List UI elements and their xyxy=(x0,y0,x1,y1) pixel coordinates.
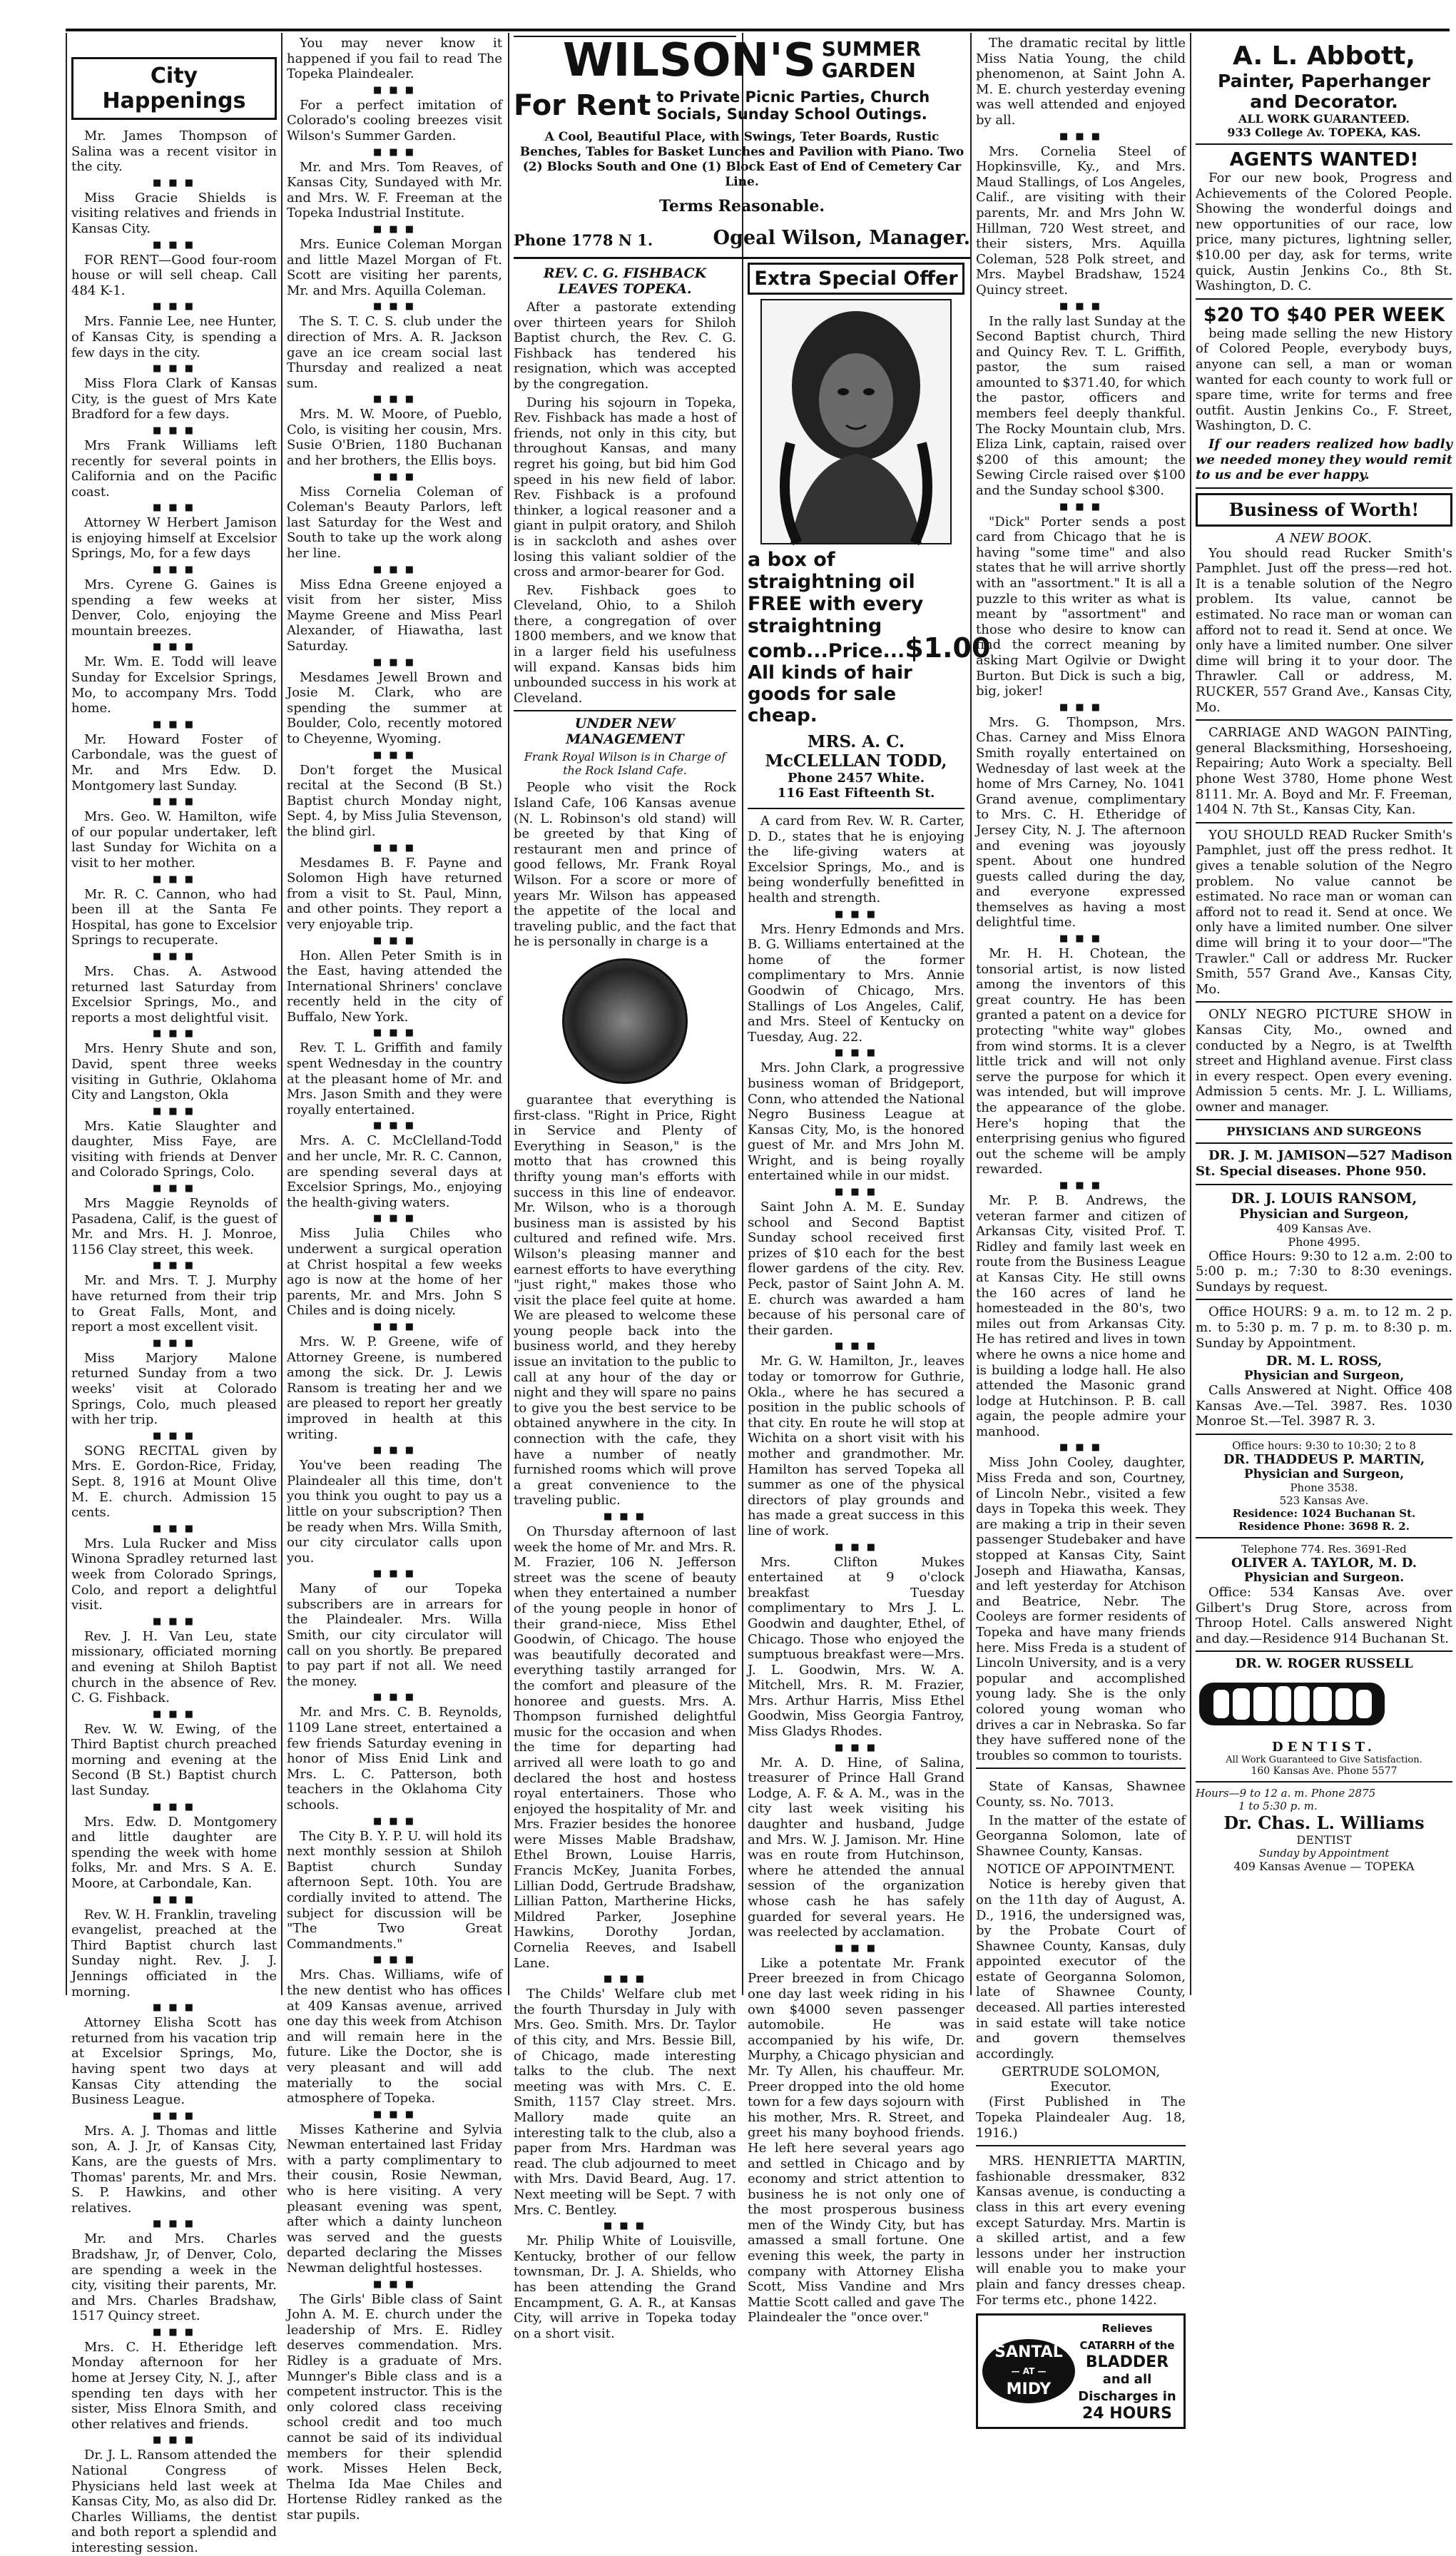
williams-name: Dr. Chas. L. Williams xyxy=(1223,1812,1425,1834)
offer-price: $1.00 xyxy=(905,632,991,664)
news-item: Miss John Cooley, daughter, Miss Freda and son, Courtney, of Lincoln Nebr., visited a few days in Topeka this week. They are making a trip in their seven passenger Studebaker and have stopped at Kansas City, Saint Joseph and Hiawatha, Kansas, and left yesterday for Atchison and Beatrice, Nebr. The Cooleys are former residents of Topeka and have many friends here. Miss Freda is a student of Lincoln University, and is a very popular and accomplished young lady. She is the only colored young woman who drives a car in Nebraska. So far they have suffered none of the troubles so common to tourists. xyxy=(976,1455,1186,1763)
martin-physician-phone: Phone 3538. xyxy=(1290,1481,1358,1494)
item-separator: ■ ■ ■ xyxy=(372,1568,417,1580)
news-item: Rev. Fishback goes to Cleveland, Ohio, to a Shiloh there, a congregation of over 1800 members, and we know that in a larger field his usefulness will expand. Kansas bids him unbounded success in his work at Cleveland. xyxy=(514,582,736,706)
news-item: Like a potentate Mr. Frank Preer breezed in from Chicago one day last week riding in his own $4000 seven passenger automobile. He was accompanied by his wife, Dr. Murphy, a Chicago physician and Mr. Ty Allen, his chauffeur. Mr. Preer dropped into the old home town for a few days sojourn with his mother, Mrs. R. Street, and greet his many boyhood friends. He left here several years ago and settled in Chicago and by economy and strict attention to business he is not only one of the most prosperous business men of the Windy City, but has amassed a small fortune. One evening this week, the party in company with Attorney Elisha Scott, Miss Vandine and Mrs Mattie Scott called and gave The Plaindealer the "once over." xyxy=(748,1955,964,2326)
abbott-trade-2: and Decorator. xyxy=(1250,91,1398,112)
item-separator: ■ ■ ■ xyxy=(152,425,196,436)
news-item: Mr. R. C. Cannon, who had been ill at the Santa Fe Hospital, has gone to Excelsior Springs to recuperate. xyxy=(71,886,277,948)
news-item: Mrs. Eunice Coleman Morgan and little Mazel Morgan of Ft. Scott are visiting her parents, Mr. and Mrs. Aquilla Coleman. xyxy=(287,236,502,298)
news-item: Mrs. Henry Shute and son, David, spent three weeks visiting in Guthrie, Oklahoma City and Langston, Okla xyxy=(71,1041,277,1103)
item-separator: ■ ■ ■ xyxy=(152,239,196,250)
fishback-headline: REV. C. G. FISHBACK LEAVES TOPEKA. xyxy=(543,265,707,297)
item-separator: ■ ■ ■ xyxy=(152,2002,196,2014)
news-item: Mr. and Mrs. T. J. Murphy have returned from their trip to Great Falls, Mont, and report a most excellent visit. xyxy=(71,1273,277,1335)
news-item: Saint John A. M. E. Sunday school and Second Baptist Sunday school received first prizes of $10 each for the best flower gardens of the city. Rev. Peck, pastor of Saint John A. M. E. church was awarded a ham because of his personal care of their garden. xyxy=(748,1200,964,1338)
news-item: Don't forget the Musical recital at the Second (B St.) Baptist church Monday night, Sept. 4, by Miss Julia Stevenson, the blind girl. xyxy=(287,762,502,839)
martin-physician-residence-phone: Residence Phone: 3698 R. 2. xyxy=(1238,1520,1410,1533)
item-separator: ■ ■ ■ xyxy=(372,1213,417,1224)
item-separator: ■ ■ ■ xyxy=(372,749,417,761)
item-separator: ■ ■ ■ xyxy=(372,564,417,575)
news-item: The Childs' Welfare club met the fourth Thursday in July with Mrs. Geo. Smith. Mrs. Dr. Taylor of this city, and Mrs. Bessie Bill, of Chicago, made interesting talks to the club. The next meeting was with Mrs. C. E. Smith, 1157 Clay street. Mrs. Mallory made quite an interesting talk to the club, also a paper from Mrs. Hardman was read. The club adjourned to meet with Mrs. David Beard, Aug. 17. Next meeting will be Sept. 7 with Mrs. C. Bentley. xyxy=(514,1987,736,2218)
news-item: Mrs. Edw. D. Montgomery and little daughter are spending the week with home folks, Mr. and Mrs. S A. E. Moore, at Carbondale, Kan. xyxy=(71,1814,277,1892)
item-separator: ■ ■ ■ xyxy=(372,1815,417,1827)
news-item: Mr. A. D. Hine, of Salina, treasurer of Prince Hall Grand Lodge, A. F. & A. M., was in the city last week visiting his daughter and husband, Judge and Mrs. W. J. Jamison. Mr. Hine was en route from Hutchinson, where he attended the annual session of the organization whose cash he has safely guarded for several years. He was reelected by acclamation. xyxy=(748,1755,964,1940)
ransom-title: Physician and Surgeon, xyxy=(1239,1206,1409,1222)
item-separator: ■ ■ ■ xyxy=(372,223,417,235)
news-item: The dramatic recital by little Miss Natia Young, the child phenomenon, at Saint John A. M. E. church yesterday evening was well attended and enjoyed by all. xyxy=(976,36,1186,128)
item-separator: ■ ■ ■ xyxy=(834,1341,878,1352)
item-separator: ■ ■ ■ xyxy=(152,301,196,313)
notice-body: Notice is hereby given that on the 11th day of August, A. D., 1916, the undersigned was, by the Probate Court of Shawnee County, Kansas, duly appointed executor of the estate of Georganna Solomon, late of Shawnee County, deceased. All parties interested in said estate will take notice and govern themselves accordingly. xyxy=(976,1877,1186,2061)
item-separator: ■ ■ ■ xyxy=(372,301,417,313)
item-separator: ■ ■ ■ xyxy=(372,842,417,853)
abbott-address: 933 College Av. TOPEKA, KAS. xyxy=(1227,126,1421,139)
news-item: Miss Julia Chiles who underwent a surgical operation at Christ hospital a few weeks ago is now at the home of her parents, Mr. and Mrs. John S Chiles and is doing nicely. xyxy=(287,1226,502,1319)
news-item: Miss Marjory Malone returned Sunday from a two weeks' visit at Colorado Springs, Colo, much pleased with her trip. xyxy=(71,1350,277,1428)
terms-reasonable: Terms Reasonable. xyxy=(659,197,825,215)
divider xyxy=(1196,1119,1452,1120)
item-separator: ■ ■ ■ xyxy=(372,1120,417,1132)
news-item: Mrs. Geo. W. Hamilton, wife of our popular undertaker, left last Sunday for Wichita on a visit to her mother. xyxy=(71,809,277,871)
offer-column-items xyxy=(748,813,964,2326)
item-separator: ■ ■ ■ xyxy=(834,1742,878,1753)
news-item: Mr. Howard Foster of Carbondale, was the guest of Mr. and Mrs Edw. D. Montgomery last Sunday. xyxy=(71,731,277,793)
new-management-subhead: Frank Royal Wilson is in Charge of the Rock Island Cafe. xyxy=(524,750,726,778)
martin-physician-name: DR. THADDEUS P. MARTIN, xyxy=(1223,1452,1425,1467)
business-of-worth-title: Business of Worth! xyxy=(1196,493,1452,527)
portrait-drawing xyxy=(762,300,950,543)
local-news-items xyxy=(287,36,502,2523)
notice-matter: In the matter of the estate of Georganna Solomon, late of Shawnee County, Kansas. xyxy=(976,1812,1186,1859)
news-item: SONG RECITAL given by Mrs. E. Gordon-Rice, Friday, Sept. 8, 1916 at Mount Olive M. E. church. Admission 15 cents. xyxy=(71,1443,277,1521)
item-separator: ■ ■ ■ xyxy=(603,1511,647,1522)
news-item: Mesdames B. F. Payne and Solomon High have returned from a visit to St. Paul, Minn, and other points. They report a very enjoyable trip. xyxy=(287,855,502,932)
news-item: A card from Rev. W. R. Carter, D. D., states that he is enjoying the life-giving waters at Excelsior Springs, Mo., and is being wonderfully benefitted in health and strength. xyxy=(748,813,964,906)
business-of-worth-body: You should read Rucker Smith's Pamphlet. Just off the press—red hot. It is a tenable solution of the Negro problem. Its value, cannot be estimated. No race man or woman can afford not to read it. Send at once. We only have a limited number. One silver dime will bring it to your door. The Thrawler. Call or address, M. RUCKER, 557 Grand Ave., Kansas City, Mo. xyxy=(1196,545,1452,715)
item-separator: ■ ■ ■ xyxy=(152,1708,196,1720)
city-happenings-header: City Happenings xyxy=(71,57,277,120)
martin-physician-residence: Residence: 1024 Buchanan St. xyxy=(1232,1507,1416,1520)
divider xyxy=(1196,1781,1452,1782)
news-item: Miss Gracie Shields is visiting relatives and friends in Kansas City. xyxy=(71,190,277,236)
item-separator: ■ ■ ■ xyxy=(152,1183,196,1195)
new-book-subhead: A NEW BOOK. xyxy=(1276,530,1373,546)
item-separator: ■ ■ ■ xyxy=(152,1430,196,1441)
ross-name: DR. M. L. ROSS, xyxy=(1266,1354,1383,1369)
offer-seller: MRS. A. C. McCLELLAN TODD, xyxy=(765,732,947,771)
notice-of-appointment xyxy=(976,1779,1186,2141)
news-item: The Girls' Bible class of Saint John A. M. E. church under the leadership of Mrs. E. Ridley deserves commendation. Mrs. Ridley is a graduate of Mrs. Munnger's Bible class and is a competent instructor. This is the only colored class receiving school credit and too much cannot be said of its individual members for their splendid work. Misses Helen Beck, Thelma Ida Mae Chiles and Hortense Ridley ranked as the star pupils. xyxy=(287,2291,502,2522)
new-management-headline: UNDER NEW MANAGEMENT xyxy=(566,716,684,748)
news-item: Miss Edna Greene enjoyed a visit from her sister, Miss Mayme Greene and Miss Pearl Alexander, of Hiawatha, last Saturday. xyxy=(287,577,502,654)
martin-physician-address: 523 Kansas Ave. xyxy=(1279,1494,1369,1507)
divider xyxy=(514,710,736,711)
news-item: Mrs. Chas. A. Astwood returned last Saturday from Excelsior Springs, Mo., and reports a most delightful visit. xyxy=(71,963,277,1025)
item-separator: ■ ■ ■ xyxy=(372,1028,417,1039)
news-item: FOR RENT—Good four-room house or will sell cheap. Call 484 K-1. xyxy=(71,252,277,298)
news-item: In the rally last Sunday at the Second Baptist church, Third and Quincy Rev. T. L. Griffith, pastor, the sum raised amounted to $371.40, for which the pastor, officers and members feel deeply thankful. The Rocky Mountain club, Mrs. Eliza Link, captain, raised over $200 of this amount; the Sewing Circle raised over $100 and the Sunday school $300. xyxy=(976,313,1186,499)
fishback-column xyxy=(514,263,736,2341)
abbott-name: A. L. Abbott, xyxy=(1232,41,1416,71)
city-happenings-items xyxy=(71,128,277,2556)
item-separator: ■ ■ ■ xyxy=(372,1445,417,1456)
wilson-summer-garden-ad xyxy=(514,36,970,257)
news-item: People who visit the Rock Island Cafe, 106 Kansas avenue (N. L. Robinson's old stand) will be greeted by that King of restaurant men and prince of good fellows, Mr. Frank Royal Wilson. For a score or more of years Mr. Wilson has appeased the appetite of the local and traveling public, and the fact that he is personally in charge is a xyxy=(514,780,736,950)
news-item: You've been reading The Plaindealer all this time, don't you think you ought to pay us a little on your subscription? Then be ready when Mrs. Willa Smith, our city circulator calls upon you. xyxy=(287,1458,502,1566)
wilson-bottom-rule xyxy=(514,257,970,259)
news-item: Mr. and Mrs. Tom Reaves, of Kansas City, Sundayed with Mr. and Mrs. W. F. Freeman at the Topeka Industrial Institute. xyxy=(287,159,502,221)
woman-portrait-image xyxy=(760,299,952,544)
column-rule xyxy=(970,33,972,1995)
news-item: Mrs. Cornelia Steel of Hopkinsville, Ky., and Mrs. Maud Stallings, of Los Angeles, Calif., are visiting with their parents, Mr. and Mrs John W. Hillman, 720 West street, and their sisters, Mrs. Aquilla Coleman, 528 Polk street, and Mrs. Maybel Bradshaw, 1524 Quincy street. xyxy=(976,143,1186,298)
news-item: Mr. H. H. Chotean, the tonsorial artist, is now listed among the inventors of this great country. He has been granted a patent on a device for protecting "white way" globes from wind storms. It is a clever little trick and will not only serve the purpose for which it was intended, but will improve the appearance of the globe. Here's hoping that the enterprising genius who figured out the scheme will be amply rewarded. xyxy=(976,946,1186,1177)
item-separator: ■ ■ ■ xyxy=(152,719,196,730)
item-separator: ■ ■ ■ xyxy=(372,1692,417,1703)
item-separator: ■ ■ ■ xyxy=(1059,300,1103,312)
item-separator: ■ ■ ■ xyxy=(372,146,417,158)
news-item: Miss Cornelia Coleman of Coleman's Beauty Parlors, left last Saturday for the West and South to take up the work along her line. xyxy=(287,484,502,562)
item-separator: ■ ■ ■ xyxy=(372,84,417,96)
russell-address: 160 Kansas Ave. Phone 5577 xyxy=(1251,1765,1398,1777)
item-separator: ■ ■ ■ xyxy=(834,1048,878,1059)
news-item: Mr. James Thompson of Salina was a recent visitor in the city. xyxy=(71,128,277,175)
item-separator: ■ ■ ■ xyxy=(372,2109,417,2120)
ross-body: Calls Answered at Night. Office 408 Kansas Ave.—Tel. 3987. Res. 1030 Monroe St.—Tel. 3987 R. 3. xyxy=(1196,1383,1452,1429)
item-separator: ■ ■ ■ xyxy=(152,177,196,188)
society-items xyxy=(514,1092,736,2341)
item-separator: ■ ■ ■ xyxy=(834,1187,878,1198)
item-separator: ■ ■ ■ xyxy=(152,1894,196,1905)
special-offer-title: Extra Special Offer xyxy=(748,263,964,295)
news-item: Mr. Wm. E. Todd will leave Sunday for Excelsior Springs, Mo, to accompany Mrs. Todd home. xyxy=(71,654,277,716)
news-item: For a perfect imitation of Colorado's cooling breezes visit Wilson's Summer Garden. xyxy=(287,97,502,143)
item-separator: ■ ■ ■ xyxy=(152,564,196,576)
for-rent-purpose: to Private Picnic Parties, Church Socials, Sunday School Outings. xyxy=(656,88,930,123)
item-separator: ■ ■ ■ xyxy=(603,1974,647,1985)
carriage-painting-ad: CARRIAGE AND WAGON PAINTing, general Blacksmithing, Horseshoeing, Repairing; Auto Work a specialty. Bell phone West 3780, Home phone West 8111. Mr. A. Boyd and Mr. F. Freeman, 1404 N. 7th St., Kansas City, Kan. xyxy=(1196,725,1452,818)
item-separator: ■ ■ ■ xyxy=(152,1616,196,1627)
ransom-phone: Phone 4995. xyxy=(1288,1234,1360,1249)
item-separator: ■ ■ ■ xyxy=(152,2110,196,2121)
news-item: Mrs. A. J. Thomas and little son, A. J. Jr, of Kansas City, Kans, are the guests of Mrs. Thomas' parents, Mr. and Mrs. S. P. Hawkins, and other relatives. xyxy=(71,2123,277,2216)
williams-address: 409 Kansas Avenue — TOPEKA xyxy=(1233,1860,1415,1874)
agents-wanted-body: For our new book, Progress and Achievements of the Colored People. Showing the wonderful doings and new opportunities of our race, low price, many pictures, lightning seller, $10.00 per day, ask for terms, write quick, Austin Jenkins Co., 8th St. Washington, D. C. xyxy=(1196,171,1452,294)
item-separator: ■ ■ ■ xyxy=(372,1321,417,1332)
office-hours: Office HOURS: 9 a. m. to 12 m. 2 p. m. to 5:30 p. m. 7 p. m. to 8:30 p. m. Sunday by Appointment. xyxy=(1196,1304,1452,1351)
news-item: Mr. Philip White of Louisville, Kentucky, brother of our fellow townsman, Dr. J. A. Shields, who has been attending the Grand Encampment, G. A. R., at Kansas City, will arrive in Topeka today on a short visit. xyxy=(514,2233,736,2341)
item-separator: ■ ■ ■ xyxy=(1059,1180,1103,1191)
divider xyxy=(748,808,964,809)
wilson-manager: Ogeal Wilson, Manager. xyxy=(713,227,970,249)
city-happenings-column xyxy=(71,36,277,2555)
williams-title: DENTIST xyxy=(1296,1833,1352,1847)
news-item: Mr. P. B. Andrews, the veteran farmer and citizen of Arkansas City, visited Prof. T. Ridley and family last week en route from the Business League at Kansas City. He still owns the 160 acres of land he homesteaded in the 80's, two miles out from Arkansas City. He has retired and lives in town where he owns a nice home and is building a lodge hall. He also attended the Masonic grand lodge at Hutchinson. P. B. call again, the people admire your manhood. xyxy=(976,1192,1186,1439)
news-item: Many of our Topeka subscribers are in arrears for the Plaindealer. Mrs. Willa Smith, our city circulator will call on you shortly. Be prepared to pay part if not all. We need the money. xyxy=(287,1581,502,1689)
item-separator: ■ ■ ■ xyxy=(1059,501,1103,512)
item-separator: ■ ■ ■ xyxy=(152,2326,196,2338)
news-item: Attorney W Herbert Jamison is enjoying himself at Excelsior Springs, Mo, for a few days xyxy=(71,515,277,562)
item-separator: ■ ■ ■ xyxy=(603,2221,647,2232)
news-item: Mrs. G. Thompson, Mrs. Chas. Carney and Miss Elnora Smith royally entertained on Wednesday of last week at the home of Mrs Carney, No. 1041 Grand avenue, complimentary to Mrs. C. H. Etheridge of Jersey City, N. J. The afternoon and evening was joyously spent. About one hundred guests called during the day, and everyone expressed themselves as having a most delightful time. xyxy=(976,714,1186,930)
news-item: Mr. G. W. Hamilton, Jr., leaves today or tomorrow for Guthrie, Okla., where he has secured a position in the public schools of that city. En route he will stop at Wichita on a short visit with his mother and grandmother. Mr. Hamilton has served Topeka all summer as one of the physical directors of play grounds and has made a great success in this line of work. xyxy=(748,1354,964,1538)
wilson-name: WILSON'S xyxy=(562,34,816,87)
news-item: Rev. J. H. Van Leu, state missionary, officiated morning and evening at Shiloh Baptist church in the absence of Rev. C. G. Fishback. xyxy=(71,1628,277,1706)
item-separator: ■ ■ ■ xyxy=(372,935,417,946)
russell-dentist: DENTIST. xyxy=(1272,1740,1376,1755)
offer-text: a box of straightning oil FREE with every straightning comb...Price...$1.00 xyxy=(748,549,991,664)
item-separator: ■ ■ ■ xyxy=(152,1105,196,1117)
item-separator: ■ ■ ■ xyxy=(152,2435,196,2446)
news-item: The S. T. C. S. club under the direction of Mrs. A. R. Jackson gave an ice cream social last Thursday and realized a neat sum. xyxy=(287,314,502,391)
agents-wanted-title: AGENTS WANTED! xyxy=(1229,149,1419,171)
item-separator: ■ ■ ■ xyxy=(152,796,196,808)
news-item: Mrs. M. W. Moore, of Pueblo, Colo, is visiting her cousin, Mrs. Susie O'Brien, 1180 Buchanan and her brothers, the Ellis boys. xyxy=(287,407,502,469)
news-item: Mrs. Fannie Lee, nee Hunter, of Kansas City, is spending a few days in the city. xyxy=(71,314,277,360)
russell-name: DR. W. ROGER RUSSELL xyxy=(1235,1656,1413,1672)
item-separator: ■ ■ ■ xyxy=(834,1541,878,1553)
news-item: Mrs. A. C. McClelland-Todd and her uncle, Mr. R. C. Cannon, are spending several days at Excelsior Springs, Mo., enjoying the health-giving waters. xyxy=(287,1133,502,1210)
hair-goods: All kinds of hair goods for sale cheap. xyxy=(748,662,912,726)
news-item: Mrs. Henry Edmonds and Mrs. B. G. Williams entertained at the home of the former complimentary to Mrs. Annie Goodwin of Chicago, Mrs. Stallings of Los Angeles, Calif, and Mrs. Steel of Kentucky on Tuesday, Aug. 22. xyxy=(748,921,964,1045)
item-separator: ■ ■ ■ xyxy=(152,1337,196,1349)
for-rent: For Rent xyxy=(514,89,651,122)
ads-column xyxy=(1196,36,1452,1991)
item-separator: ■ ■ ■ xyxy=(372,394,417,405)
divider xyxy=(1196,1650,1452,1652)
news-item: Mrs Frank Williams left recently for several points in California and on the Pacific coast. xyxy=(71,437,277,499)
rock-island-article xyxy=(514,780,736,950)
news-item: Mrs. C. H. Etheridge left Monday afternoon for her home at Jersey City, N. J., after spending ten days with her sister, Miss Elnora Smith, and other relatives and friends. xyxy=(71,2339,277,2432)
news-item: Rev. W. W. Ewing, of the Third Baptist church preached morning and evening at the Second (B St.) Baptist church last Sunday. xyxy=(71,1721,277,1799)
santal-logo: SANTAL — AT — MIDY xyxy=(982,2339,1075,2403)
column-rule xyxy=(1190,33,1191,1995)
item-separator: ■ ■ ■ xyxy=(1059,701,1103,713)
column-rule xyxy=(281,33,282,1995)
top-rule xyxy=(66,29,1450,31)
news-item: Mrs Maggie Reynolds of Pasadena, Calif, is the guest of Mr. and Mrs. H. J. Monroe, 1156 Clay street, this week. xyxy=(71,1196,277,1257)
readers-note: If our readers realized how badly we needed money they would remit to us and be ever happy. xyxy=(1196,436,1452,483)
news-item: Mrs. Cyrene G. Gaines is spending a few weeks at Denver, Colo, enjoying the mountain breezes. xyxy=(71,577,277,639)
wilson-phone: Phone 1778 N 1. xyxy=(514,231,653,249)
news-item: Mrs. John Clark, a progressive business woman of Bridgeport, Conn, who attended the National Negro Business League at Kansas City, Mo, is the honored guest of Mr. and Mrs John M. Wright, and is being royally entertained while in our midst. xyxy=(748,1060,964,1184)
taylor-telephone: Telephone 774. Res. 3691-Red xyxy=(1241,1543,1407,1556)
item-separator: ■ ■ ■ xyxy=(1059,1442,1103,1454)
news-item: On Thursday afternoon of last week the home of Mr. and Mrs. R. M. Frazier, 106 N. Jefferson street was the scene of beauty when they entertained a number of the young people in honor of their grand-niece, Miss Ethel Goodwin, of Chicago. The house was beautifully decorated and everything tastily arranged for the comfort and pleasure of the honoree and guests. Mrs. A. Thompson furnished delightful music for the occasion and when the time for departing had arrived all were loath to go and declared the host and hostess royal entertainers. Those who enjoyed the hospitality of Mr. and Mrs. Frazier besides the honoree were Misses Mable Bradshaw, Ethel Brown, Louise Harris, Francis McKey, Juanita Forbes, Lillian Dodd, Gertrude Bradshaw, Lillian Patton, Martherine Hicks, Mildred Parker, Josephine Hawkins, Dorothy Jordan, Cornelia Reeves, and Isabell Lane. xyxy=(514,1524,736,1971)
martin-dressmaker-ad: MRS. HENRIETTA MARTIN, fashionable dressmaker, 832 Kansas avenue, is conducting a class in this art every evening except Saturday. Mrs. Martin is a skilled artist, and a few lessons under her instruction will enable you to make your plain and fancy dresses cheap. For terms etc., phone 1422. xyxy=(976,2154,1186,2308)
wilson-title xyxy=(514,36,970,86)
news-item: The City B. Y. P. U. will hold its next monthly session at Shiloh Baptist church Sunday afternoon Sept. 10th. You are cordially invited to attend. The subject for discussion will be "The Two Great Commandments." xyxy=(287,1828,502,1952)
divider xyxy=(976,1768,1186,1769)
ross-title: Physician and Surgeon, xyxy=(1243,1369,1405,1384)
santal-midy-ad xyxy=(976,2313,1186,2429)
item-separator: ■ ■ ■ xyxy=(152,1523,196,1534)
garden-description: A Cool, Beautiful Place, with Swings, Teter Boards, Rustic Benches, Tables for Basket Lunches and Pavilion with Piano. Two (2) Blocks South and One (1) Block East of End of Cemetery Car Line. xyxy=(519,130,964,189)
per-week-title: $20 TO $40 PER WEEK xyxy=(1203,303,1445,326)
news-item: Rev. W. H. Franklin, traveling evangelist, preached at the Third Baptist church last Sunday night. Rev. J. J. Jennings officiated in the morning. xyxy=(71,1907,277,1999)
offer-phone: Phone 2457 White. xyxy=(788,771,925,786)
news-item: Mrs. Clifton Mukes entertained at 9 o'clock breakfast Tuesday complimentary to Mrs J. L. Goodwin and daughter, Ethel, of Chicago. Those who enjoyed the sumptuous breakfast were—Mrs. J. L. Goodwin, Mrs. W. A. Mitchell, Mrs. R. M. Frazier, Mrs. Arthur Harris, Miss Ethel Goodwin, Miss Georgia Fantroy, Miss Gladys Rhodes. xyxy=(748,1554,964,1740)
summer-garden: SUMMER GARDEN xyxy=(821,37,922,82)
item-separator: ■ ■ ■ xyxy=(1059,131,1103,142)
divider xyxy=(1196,487,1452,489)
taylor-title: Physician and Surgeon. xyxy=(1243,1571,1405,1585)
news-item: During his sojourn in Topeka, Rev. Fishback has made a host of friends, not only in this city, but throughout Kansas, and many regret his going, but bid him God speed in his new field of labor. Rev. Fishback is a profound thinker, a logical reasoner and a giant in pulpit oratory, and Shiloh is in sackcloth and ashes over losing this valiant soldier of the cross and armor-bearer for God. xyxy=(514,395,736,580)
news-item: Misses Katherine and Sylvia Newman entertained last Friday with a party complimentary to their cousin, Rosie Newman, who is here visiting. A very pleasant evening was spent, after which a dainty luncheon was served and the guests departed declaring the Misses Newman delightful hostesses. xyxy=(287,2121,502,2276)
martin-physician-title: Physician and Surgeon, xyxy=(1243,1467,1405,1481)
item-separator: ■ ■ ■ xyxy=(1059,933,1103,945)
item-separator: ■ ■ ■ xyxy=(152,2218,196,2230)
divider xyxy=(1196,1142,1452,1144)
divider xyxy=(1196,719,1452,721)
news-item: "Dick" Porter sends a post card from Chicago that he is having "some time" and also states that he will arrive shortly with an "assortment." It is all a puzzle to this writer as what is meant by "assortment" and those who desire to know can find the correct meaning by asking Mart Ogilvie or Dwight Burton. But Dick is such a big, big, joker! xyxy=(976,514,1186,699)
item-separator: ■ ■ ■ xyxy=(152,641,196,653)
item-separator: ■ ■ ■ xyxy=(834,908,878,920)
dramatic-recital-column xyxy=(976,36,1186,2423)
ransom-name: DR. J. LOUIS RANSOM, xyxy=(1231,1189,1417,1207)
local-news-column xyxy=(287,36,502,2522)
jamison-ad: DR. J. M. JAMISON—527 Madison St. Special diseases. Phone 950. xyxy=(1196,1148,1452,1180)
for-rent-line xyxy=(514,88,970,123)
news-item: Miss Flora Clark of Kansas City, is the guest of Mrs Kate Bradford for a few days. xyxy=(71,376,277,422)
divider xyxy=(1196,143,1452,145)
divider xyxy=(1196,1299,1452,1300)
divider xyxy=(1196,1537,1452,1538)
ransom-address: 409 Kansas Ave. xyxy=(1276,1221,1372,1235)
rucker-pamphlet-ad: YOU SHOULD READ Rucker Smith's Pamphlet, just off the press redhot. It gives a tenable solution of the Negro problem. No value cannot be estimated. No race man or woman can afford not to read it. Send at once. We only have a limited number. One silver dime will bring it to your door—"The Trawler." Call or address Mr. Rucker Smith, 557 Grand Ave., Kansas City, Mo. xyxy=(1196,827,1452,997)
divider xyxy=(976,2145,1186,2146)
news-item: Mrs. W. P. Greene, wife of Attorney Greene, is numbered among the sick. Dr. J. Lewis Ransom is treating her and we are pleased to report her greatly improved in health at this writing. xyxy=(287,1334,502,1442)
williams-hours-2: 1 to 5:30 p. m. xyxy=(1238,1800,1318,1813)
item-separator: ■ ■ ■ xyxy=(372,1954,417,1966)
news-item: Mr. and Mrs. C. B. Reynolds, 1109 Lane street, entertained a few friends Saturday evening in honor of Miss Enid Link and Mrs. L. C. Patterson, both teachers in the Oklahoma City schools. xyxy=(287,1705,502,1812)
offer-column xyxy=(748,263,991,2326)
martin-hours: Office hours: 9:30 to 10:30; 2 to 8 xyxy=(1232,1439,1416,1452)
news-item: Mesdames Jewell Brown and Josie M. Clark, who are spending the summer at Boulder, Colo, recently motored to Cheyenne, Wyoming. xyxy=(287,669,502,746)
item-separator: ■ ■ ■ xyxy=(152,950,196,962)
ransom-hours: Office Hours: 9:30 to 12 a.m. 2:00 to 5:00 p. m.; 7:30 to 8:30 evenings. Sundays by request. xyxy=(1196,1248,1452,1294)
divider xyxy=(1196,298,1452,300)
abbott-trade: Painter, Paperhanger xyxy=(1218,71,1430,91)
item-separator: ■ ■ ■ xyxy=(152,1801,196,1812)
notice-role: Executor. xyxy=(1049,2079,1112,2095)
news-item: Dr. J. L. Ransom attended the National Congress of Physicians held last week at Kansas City, Mo, as also did Dr. Charles Williams, the dentist and both report a splendid and interesting session. xyxy=(71,2448,277,2555)
news-item: Mrs. Katie Slaughter and daughter, Miss Faye, are visiting with friends at Denver and Colorado Springs, Colo. xyxy=(71,1118,277,1180)
news-item: guarantee that everything is first-class. "Right in Price, Right in Service and Plenty of Everything in Season," is the motto that has crowned this thrifty young man's efforts with success in this line of endeavor. Mr. Wilson, who is a thorough business man is assisted by his cultured and refined wife. Mrs. Wilson's pleasing manner and earnest efforts to have everything "just right," makes those who visit the place feel quite at home. We are pleased to welcome these young people back into the business world, and they hereby issue an invitation to the public to call at any hour of the day or night and they will spare no pains to give you the best service to be obtained anywhere in the city. In connection with the cafe, they have a number of neatly furnished rooms which will prove a great convenience to the traveling public. xyxy=(514,1092,736,1508)
divider xyxy=(1196,1434,1452,1435)
news-item: Mr. and Mrs. Charles Bradshaw, Jr, of Denver, Colo, are spending a week in the city, visiting their parents, Mr. and Mrs. Charles Bradshaw, 1517 Quincy street. xyxy=(71,2231,277,2324)
news-item: Rev. T. L. Griffith and family spent Wednesday in the country at the pleasant home of Mr. and Mrs. Jason Smith and they were royally entertained. xyxy=(287,1040,502,1117)
notice-state: State of Kansas, Shawnee County, ss. No. 7013. xyxy=(976,1779,1186,1810)
item-separator: ■ ■ ■ xyxy=(152,1260,196,1272)
santal-text: Relieves CATARRH of the BLADDER and all Discharges in 24 HOURS xyxy=(1078,2322,1176,2423)
item-separator: ■ ■ ■ xyxy=(372,2278,417,2290)
cafe-seal-image xyxy=(562,958,688,1084)
divider xyxy=(1196,1001,1452,1003)
item-separator: ■ ■ ■ xyxy=(372,471,417,482)
abbott-guarantee: ALL WORK GUARANTEED. xyxy=(1238,112,1410,126)
item-separator: ■ ■ ■ xyxy=(834,1942,878,1954)
column-rule xyxy=(742,33,743,1995)
recital-column-items xyxy=(976,36,1186,1763)
offer-address: 116 East Fifteenth St. xyxy=(777,786,935,801)
wilson-footer xyxy=(514,227,970,249)
divider xyxy=(1196,822,1452,823)
picture-show-ad: ONLY NEGRO PICTURE SHOW in Kansas City, Mo., owned and conducted by a Negro, is at Twelfth street and Highland avenue. First class in every respect. Open every evening. Admission 5 cents. Mr. J. L. Williams, owner and manager. xyxy=(1196,1007,1452,1115)
physicians-header: PHYSICIANS AND SURGEONS xyxy=(1226,1125,1422,1139)
news-item: Attorney Elisha Scott has returned from his vacation trip at Excelsior Springs, Mo, having spent two days at Kansas City attending the Business League. xyxy=(71,2015,277,2108)
column-rule xyxy=(66,33,67,1995)
williams-sunday: Sunday by Appointment xyxy=(1258,1847,1390,1860)
taylor-name: OLIVER A. TAYLOR, M. D. xyxy=(1231,1556,1417,1571)
russell-guarantee: All Work Guaranteed to Give Satisfaction. xyxy=(1226,1755,1422,1766)
item-separator: ■ ■ ■ xyxy=(152,1028,196,1040)
fishback-article xyxy=(514,300,736,706)
column-rule xyxy=(508,33,509,1995)
item-separator: ■ ■ ■ xyxy=(152,363,196,375)
notice-signer: GERTRUDE SOLOMON, xyxy=(1001,2064,1161,2080)
notice-publication: (First Published in The Topeka Plaindealer Aug. 18, 1916.) xyxy=(976,2094,1186,2141)
news-item: You may never know it happened if you fail to read The Topeka Plaindealer. xyxy=(287,36,502,82)
news-item: After a pastorate extending over thirteen years for Shiloh Baptist church, the Rev. C. G. Fishback has tendered his resignation, which was accepted by the congregation. xyxy=(514,300,736,392)
item-separator: ■ ■ ■ xyxy=(372,656,417,668)
williams-hours: Hours—9 to 12 a. m. Phone 2875 xyxy=(1196,1787,1376,1800)
item-separator: ■ ■ ■ xyxy=(152,873,196,885)
divider xyxy=(1196,1184,1452,1185)
news-item: Mrs. Chas. Williams, wife of the new dentist who has offices at 409 Kansas avenue, arrived one day this week from Atchison and will remain here in the future. Like the Doctor, she is very pleasant and will add materially to the social atmosphere of Topeka. xyxy=(287,1967,502,2106)
news-item: Hon. Allen Peter Smith is in the East, having attended the International Shriners' conclave recently held in the city of Buffalo, New York. xyxy=(287,948,502,1025)
teeth-illustration xyxy=(1196,1675,1388,1733)
item-separator: ■ ■ ■ xyxy=(152,502,196,514)
per-week-body: being made selling the new History of Colored People, everybody buys, anyone can sell, a man or woman wanted for each county to work full or spare time, write for terms and free outfit. Austin Jenkins Co., F. Street, Washington, D. C. xyxy=(1196,325,1452,434)
taylor-body: Office: 534 Kansas Ave. over Gilbert's Drug Store, across from Throop Hotel. Calls answered Night and day.—Residence 914 Buchanan St. xyxy=(1196,1585,1452,1646)
notice-title: NOTICE OF APPOINTMENT. xyxy=(986,1862,1176,1877)
news-item: Mrs. Lula Rucker and Miss Winona Spradley returned last week from Colorado Springs, Colo, and report a delightful visit. xyxy=(71,1536,277,1613)
